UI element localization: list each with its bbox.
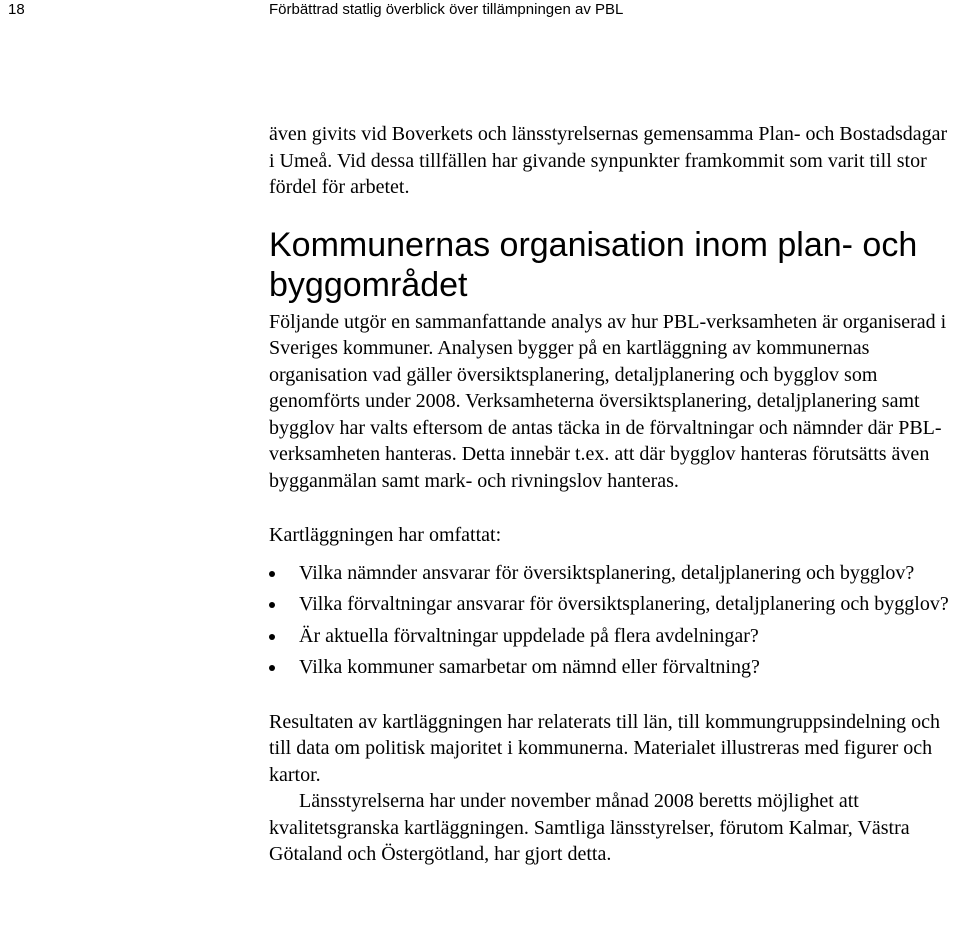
review-paragraph: Länsstyrelserna har under november månad 2008 beretts möjlighet att kvalitetsgranska kartläggningen. Samtliga länsstyrelser, förutom Kalmar, Västra Götaland och Östergötland, har gjort detta. (269, 790, 910, 865)
list-item-text: Vilka förvaltningar ansvarar för översiktsplanering, detaljplanering och bygglov? (299, 593, 949, 615)
list-item (269, 591, 949, 618)
intro-paragraph: även givits vid Boverkets och länsstyrelsernas gemensamma Plan- och Bostadsdagar i Umeå. Vid dessa tillfällen har givande synpunkter framkommit som varit till stor fördel för arbetet. (269, 123, 948, 198)
section-heading: Kommunernas organisation inom plan- och byggområdet (269, 225, 918, 304)
list-item-text: Vilka nämnder ansvarar för översiktsplanering, detaljplanering och bygglov? (299, 561, 915, 584)
bullet-icon (269, 602, 275, 608)
results-paragraph: Resultaten av kartläggningen har relaterats till län, till kommungruppsindelning och till data om politisk majoritet i kommunerna. Materialet illustreras med figurer och kartor. (269, 710, 940, 786)
bullet-icon (269, 571, 275, 577)
list-item (269, 654, 949, 681)
list-item (269, 623, 949, 650)
survey-questions-list (269, 560, 949, 681)
page-header (0, 0, 960, 22)
bullet-icon (269, 634, 275, 640)
list-intro: Kartläggningen har omfattat: (269, 524, 502, 546)
list-item (269, 560, 949, 587)
analysis-paragraph: Följande utgör en sammanfattande analys av hur PBL-verksamheten är organiserad i Sveriges kommuner. Analysen bygger på en kartläggning av kommunernas organisation vad gäller översiktsplanering, detaljplanering och bygglov som genomförts under 2008. Verksamheterna översiktsplanering, detaljplanering samt bygglov har valts eftersom de antas täcka in de förvaltningar och nämnder där PBL-verksamheten hanteras. Detta innebär t.ex. att där bygglov hanteras förutsätts även bygganmälan samt mark- och rivningslov hanteras. (269, 310, 947, 492)
running-title: Förbättrad statlig överblick över tillämpningen av PBL (269, 1, 624, 18)
list-item-text: Är aktuella förvaltningar uppdelade på flera avdelningar? (299, 624, 759, 647)
document-body (269, 121, 949, 868)
page-number: 18 (8, 1, 25, 18)
bullet-icon (269, 665, 275, 671)
list-item-text: Vilka kommuner samarbetar om nämnd eller förvaltning? (299, 656, 760, 678)
